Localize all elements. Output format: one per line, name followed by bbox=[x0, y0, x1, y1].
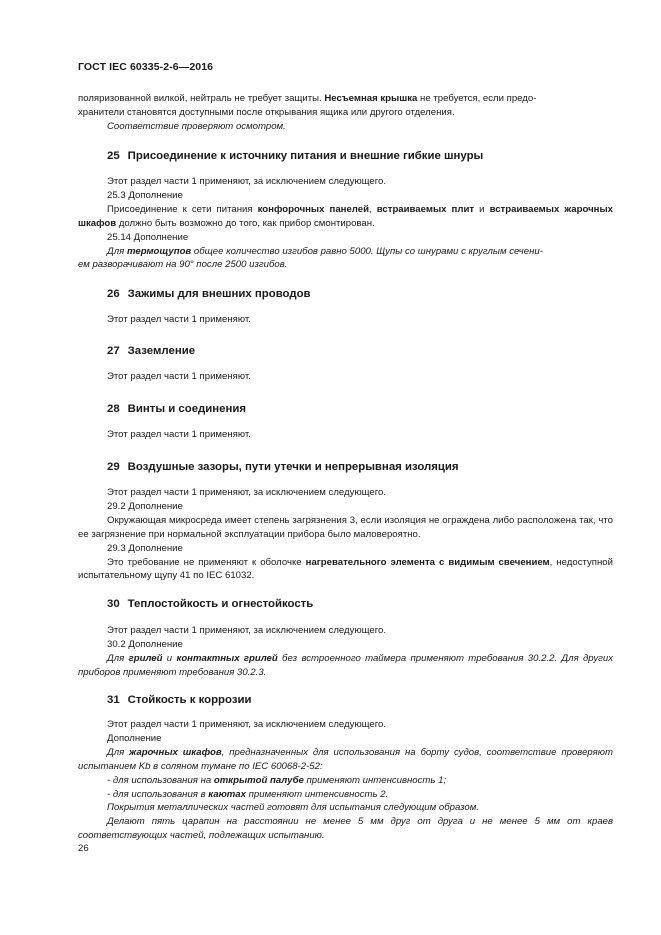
section-30-body: Этот раздел части 1 применяют, за исключением следующего. 30.2 Дополнение Для грилей и контактных грилей без встроенного таймера применяют требования 30.2.2. Для других приборов применяют требования 30.2.3. bbox=[78, 625, 613, 678]
clause-31-scratches: Делают пять царапин на расстоянии не менее 5 мм друг от друга и не менее 5 мм от краев соответствующих частей, подлежащих испытанию. bbox=[78, 816, 613, 842]
list-item-cabins: - для использования в каютах применяют интенсивность 2. bbox=[107, 788, 389, 800]
clause-31-text: Для жарочных шкафов, предназначенных для использования на борту судов, соответствие проверяют испытанием Kb в соляном тумане по IEC 60068-2-52: bbox=[78, 746, 613, 772]
document-page bbox=[78, 0, 613, 935]
intro-compliance: Соответствие проверяют осмотром. bbox=[107, 120, 286, 132]
clause-29-3-text: Это требование не применяют к оболочке нагревательного элемента с видимым свечением, недоступной испытательному щупу 41 по IEC 61032. bbox=[78, 556, 613, 582]
section-26-heading: 26 Зажимы для внешних проводов bbox=[107, 288, 311, 300]
clause-31-addition: Дополнение bbox=[107, 732, 162, 744]
section-26-body: Этот раздел части 1 применяют. bbox=[107, 314, 251, 325]
section-25-body: Этот раздел части 1 применяют, за исключением следующего. 25.3 Дополнение Присоединение к сети питания конфорочных панелей, встраиваемых плит и встраиваемых жарочных шкафов должно быть возможно до того, как прибор смонтирован. 25.14 Дополнение Для термощупов общее количество изгибов равно 5000. Щупы со шнурами с круглым сечени- ем разворачивают на 90° после 2500 изгибов. bbox=[78, 176, 613, 271]
clause-29-3: 29.3 Дополнение bbox=[107, 542, 183, 554]
clause-29-2: 29.2 Дополнение bbox=[107, 500, 183, 512]
section-28-heading: 28 Винты и соединения bbox=[107, 403, 247, 415]
clause-30-2-text: Для грилей и контактных грилей без встроенного таймера применяют требования 30.2.2. Для других приборов применяют требования 30.2.3. bbox=[78, 652, 613, 678]
section-29-heading: 29 Воздушные зазоры, пути утечки и непрерывная изоляция bbox=[107, 461, 459, 473]
clause-25-3: 25.3 Дополнение bbox=[107, 189, 183, 201]
page-number: 26 bbox=[78, 843, 89, 854]
clause-31-coatings: Покрытия металлических частей готовят для испытания следующим образом. bbox=[107, 802, 480, 814]
clause-25-14-text-cont: ем разворачивают на 90° после 2500 изгибов. bbox=[78, 259, 288, 271]
clause-25-14: 25.14 Дополнение bbox=[107, 231, 189, 243]
intro-line-1: поляризованной вилкой, нейтраль не требует защиты. Несъемная крышка не требуется, если предо- bbox=[78, 93, 537, 104]
section-31-heading: 31 Стойкость к коррозии bbox=[107, 694, 252, 706]
section-31-body: Этот раздел части 1 применяют, за исключением следующего. Дополнение Для жарочных шкафов, предназначенных для использования на борту судов, соответствие проверяют испытанием Kb в соляном тумане по IEC 60068-2-52: - для использования на открытой палубе применяют интенсивность 1; - для использования в каютах применяют интенсивность 2. Покрытия металлических частей готовят для испытания следующим образом. Делают пять царапин на расстоянии не менее 5 мм друг от друга и не менее 5 мм от краев соответствующих частей, подлежащих испытанию. bbox=[78, 719, 613, 842]
intro-block bbox=[78, 92, 613, 134]
term-nonremovable-cover: Несъемная крышка bbox=[324, 93, 418, 104]
clause-25-3-text: Присоединение к сети питания конфорочных панелей, встраиваемых плит и встраиваемых жарочных шкафов должно быть возможно до того, как прибор смонтирован. bbox=[78, 203, 613, 229]
clause-30-2: 30.2 Дополнение bbox=[107, 638, 183, 650]
section-30-heading: 30 Теплостойкость и огнестойкость bbox=[107, 598, 314, 610]
section-27-body: Этот раздел части 1 применяют. bbox=[107, 371, 251, 382]
section-28-body: Этот раздел части 1 применяют. bbox=[107, 429, 251, 440]
clause-29-2-text: Окружающая микросреда имеет степень загрязнения 3, если изоляция не ограждена либо расположена так, что ее загрязнение при нормальной эксплуатации прибора было маловероятно. bbox=[78, 514, 613, 540]
document-header: ГОСТ IEC 60335-2-6—2016 bbox=[78, 61, 214, 73]
section-29-body: Этот раздел части 1 применяют, за исключением следующего. 29.2 Дополнение Окружающая микросреда имеет степень загрязнения 3, если изоляция не ограждена либо расположена так, что ее загрязнение при нормальной эксплуатации прибора было маловероятно. 29.3 Дополнение Это требование не применяют к оболочке нагревательного элемента с видимым свечением, недоступной испытательному щупу 41 по IEC 61032. bbox=[78, 487, 613, 582]
section-27-heading: 27 Заземление bbox=[107, 345, 196, 357]
clause-25-14-text: Для термощупов общее количество изгибов равно 5000. Щупы со шнурами с круглым сечени- bbox=[107, 245, 543, 257]
intro-line-2: хранители становятся доступными после открывания ящика или другого отделения. bbox=[78, 106, 455, 118]
section-25-heading: 25 Присоединение к источнику питания и внешние гибкие шнуры bbox=[107, 150, 484, 162]
list-item-open-deck: - для использования на открытой палубе применяют интенсивность 1; bbox=[107, 774, 447, 786]
